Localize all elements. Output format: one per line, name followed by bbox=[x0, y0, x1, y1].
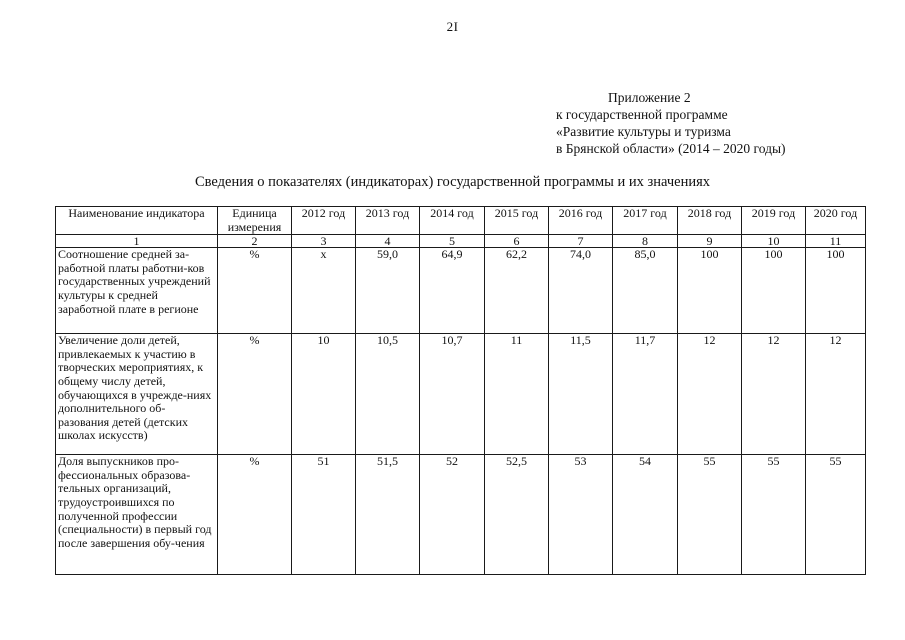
column-header: 2019 год bbox=[742, 207, 806, 235]
column-header: Наименование индикатора bbox=[56, 207, 218, 235]
column-header: 2020 год bbox=[806, 207, 866, 235]
appendix-line: в Брянской области» (2014 – 2020 годы) bbox=[556, 141, 786, 156]
value-cell: 10,7 bbox=[420, 334, 485, 455]
value-cell: 52,5 bbox=[485, 455, 549, 575]
indicator-name: Увеличение доли детей, привлекаемых к участию в творческих мероприятиях, к общему числу детей, обучающихся в учрежде-ниях дополнительного об-разования детей (детских школах искусств) bbox=[56, 334, 218, 455]
value-cell: х bbox=[292, 248, 356, 334]
value-cell: 55 bbox=[806, 455, 866, 575]
appendix-block bbox=[556, 89, 786, 157]
indicator-name: Соотношение средней за-работной платы работни-ков государственных учреждений культуры к средней заработной плате в регионе bbox=[56, 248, 218, 334]
value-cell: 64,9 bbox=[420, 248, 485, 334]
value-cell: 11,7 bbox=[613, 334, 678, 455]
column-number: 11 bbox=[806, 235, 866, 248]
document-title: Сведения о показателях (индикаторах) государственной программы и их значениях bbox=[194, 174, 711, 190]
value-cell: 52 bbox=[420, 455, 485, 575]
value-cell: 85,0 bbox=[613, 248, 678, 334]
table-header-row bbox=[56, 207, 866, 235]
column-header: 2015 год bbox=[485, 207, 549, 235]
column-number: 9 bbox=[678, 235, 742, 248]
value-cell: 10,5 bbox=[356, 334, 420, 455]
appendix-line: к государственной программе bbox=[556, 107, 728, 122]
column-number: 10 bbox=[742, 235, 806, 248]
column-number: 8 bbox=[613, 235, 678, 248]
appendix-line: Приложение 2 bbox=[608, 90, 691, 105]
table-row bbox=[56, 455, 866, 575]
column-number: 2 bbox=[218, 235, 292, 248]
column-number: 4 bbox=[356, 235, 420, 248]
unit-cell: % bbox=[218, 455, 292, 575]
value-cell: 74,0 bbox=[549, 248, 613, 334]
value-cell: 100 bbox=[678, 248, 742, 334]
value-cell: 62,2 bbox=[485, 248, 549, 334]
page-number: 2I bbox=[446, 19, 459, 34]
value-cell: 53 bbox=[549, 455, 613, 575]
value-cell: 55 bbox=[678, 455, 742, 575]
appendix-line: «Развитие культуры и туризма bbox=[556, 124, 731, 139]
value-cell: 59,0 bbox=[356, 248, 420, 334]
column-number: 7 bbox=[549, 235, 613, 248]
column-number: 1 bbox=[56, 235, 218, 248]
column-header: 2012 год bbox=[292, 207, 356, 235]
value-cell: 11,5 bbox=[549, 334, 613, 455]
unit-cell: % bbox=[218, 248, 292, 334]
column-header: 2013 год bbox=[356, 207, 420, 235]
value-cell: 100 bbox=[806, 248, 866, 334]
table-row bbox=[56, 248, 866, 334]
value-cell: 12 bbox=[678, 334, 742, 455]
value-cell: 12 bbox=[742, 334, 806, 455]
column-header: Единица измерения bbox=[218, 207, 292, 235]
value-cell: 51 bbox=[292, 455, 356, 575]
unit-cell: % bbox=[218, 334, 292, 455]
column-header: 2018 год bbox=[678, 207, 742, 235]
indicator-name: Доля выпускников про-фессиональных образова-тельных организаций, трудоустроившихся по полученной профессии (специальности) в первый год после завершения обу-чения bbox=[56, 455, 218, 575]
value-cell: 12 bbox=[806, 334, 866, 455]
column-number-row bbox=[56, 235, 866, 248]
value-cell: 51,5 bbox=[356, 455, 420, 575]
column-header: 2016 год bbox=[549, 207, 613, 235]
column-header: 2017 год bbox=[613, 207, 678, 235]
indicators-table bbox=[55, 206, 866, 575]
column-header: 2014 год bbox=[420, 207, 485, 235]
value-cell: 10 bbox=[292, 334, 356, 455]
column-number: 5 bbox=[420, 235, 485, 248]
column-number: 6 bbox=[485, 235, 549, 248]
value-cell: 11 bbox=[485, 334, 549, 455]
value-cell: 54 bbox=[613, 455, 678, 575]
value-cell: 55 bbox=[742, 455, 806, 575]
table-row bbox=[56, 334, 866, 455]
value-cell: 100 bbox=[742, 248, 806, 334]
column-number: 3 bbox=[292, 235, 356, 248]
